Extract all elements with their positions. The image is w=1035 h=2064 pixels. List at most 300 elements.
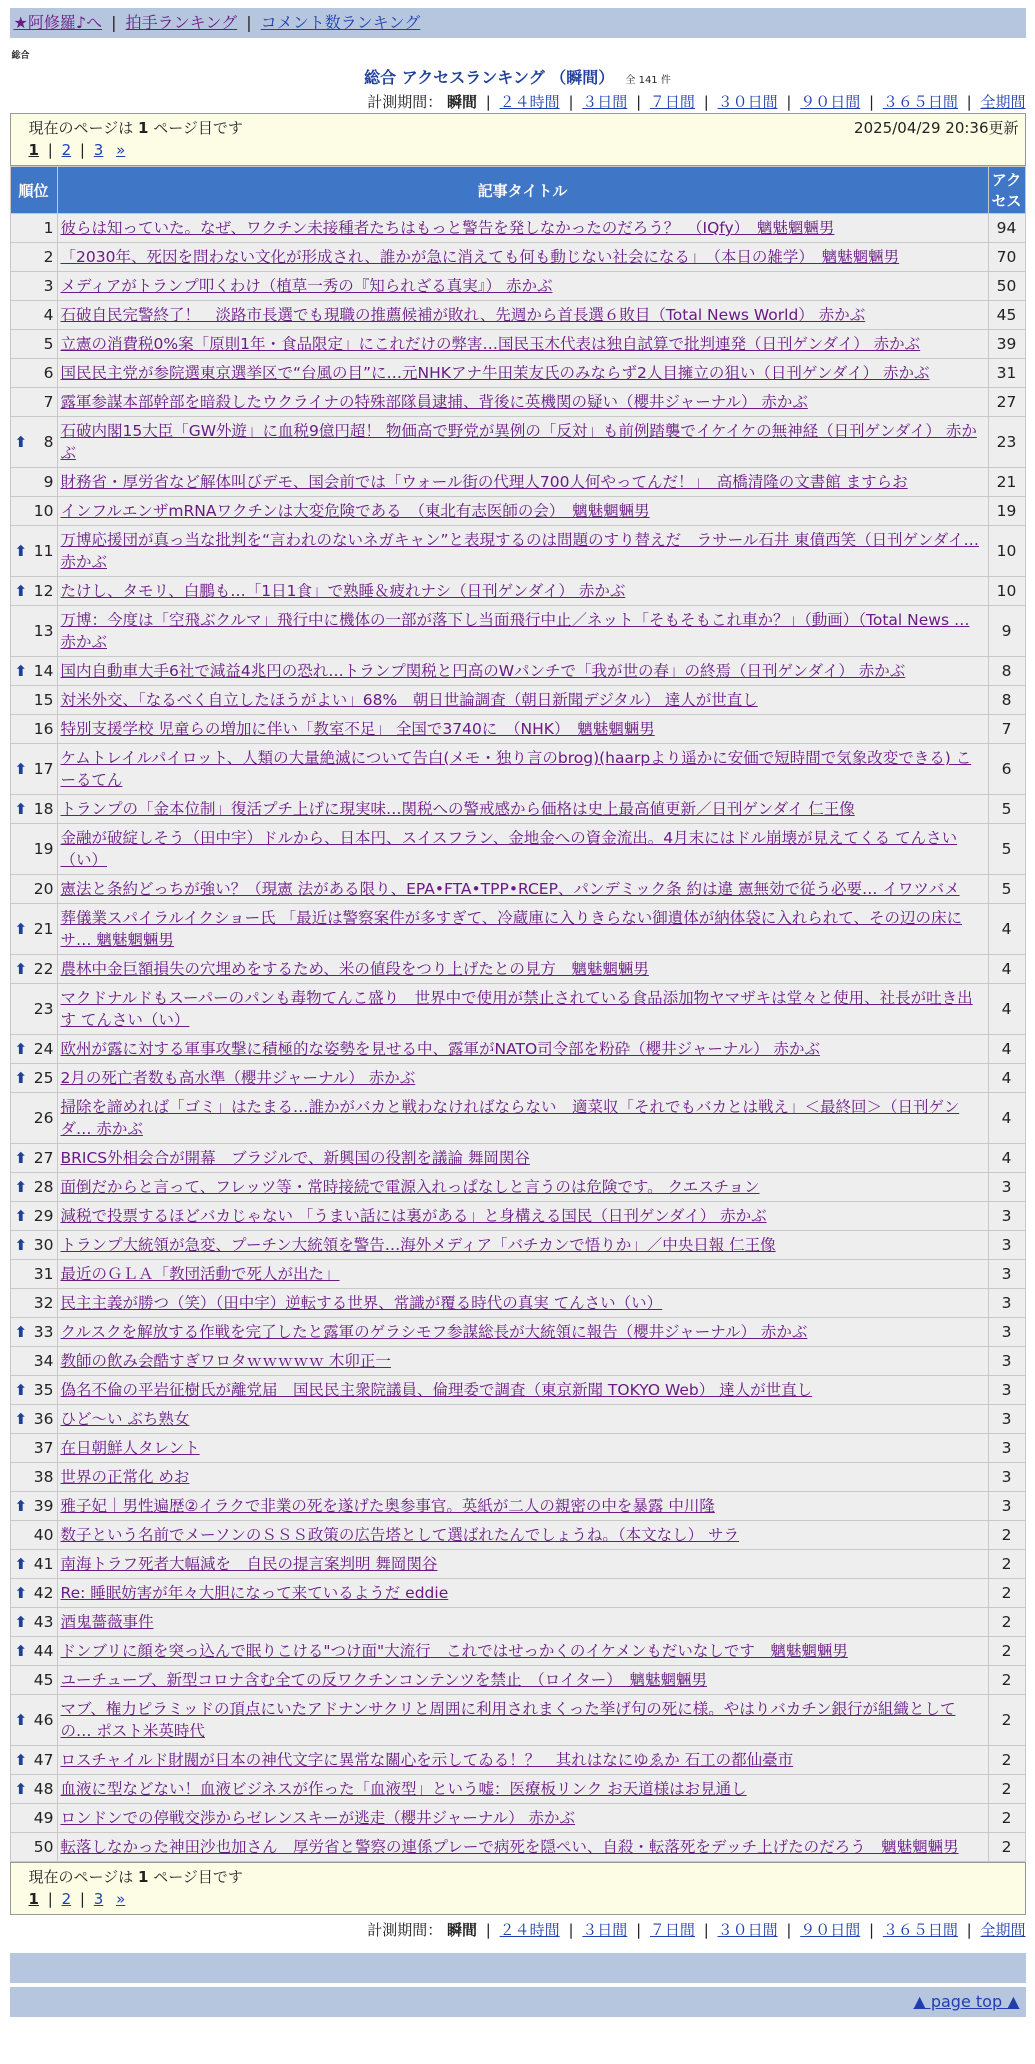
article-title-link[interactable]: ひど～い ぶち熟女	[60, 1410, 190, 1428]
rank-number: 38	[33, 1468, 54, 1486]
access-count: 50	[988, 272, 1025, 301]
article-title-link[interactable]: 欧州が露に対する軍事攻撃に積極的な姿勢を見せる中、露軍がNATO司令部を粉砕（櫻井ジャーナル） 赤かぶ	[60, 1040, 821, 1058]
title-cell	[57, 1093, 988, 1144]
access-count: 21	[988, 468, 1025, 497]
article-title-link[interactable]: 石破内閣15大臣「GW外遊」に血税9億円超！ 物価高で野党が異例の「反対」も前例踏襲でイケイケの無神経（日刊ゲンダイ） 赤かぶ	[60, 422, 977, 462]
rank-cell	[10, 744, 57, 795]
table-row	[10, 875, 1025, 904]
rank-cell	[10, 1746, 57, 1775]
period-selector-top	[10, 91, 1026, 113]
clap-ranking-link[interactable]: 拍手ランキング	[125, 13, 238, 32]
comment-ranking-link[interactable]: コメント数ランキング	[260, 13, 421, 32]
access-count: 2	[988, 1775, 1025, 1804]
access-count: 2	[988, 1521, 1025, 1550]
table-row	[10, 1289, 1025, 1318]
period-link-90d[interactable]: ９０日間	[800, 1921, 861, 1939]
access-count: 3	[988, 1173, 1025, 1202]
access-count: 10	[988, 577, 1025, 606]
title-cell	[57, 984, 988, 1035]
table-row	[10, 744, 1025, 795]
pager-suffix: ページ目です	[153, 119, 243, 137]
access-count: 2	[988, 1804, 1025, 1833]
pager-suffix: ページ目です	[153, 1868, 243, 1886]
rank-cell	[10, 1804, 57, 1833]
nav-separator: |	[246, 13, 252, 32]
access-count: 5	[988, 875, 1025, 904]
rank-number: 22	[33, 960, 54, 978]
title-cell	[57, 1804, 988, 1833]
article-title-link[interactable]: 露軍参謀本部幹部を暗殺したウクライナの特殊部隊員逮捕、背後に英機関の疑い（櫻井ジャーナル） 赤かぶ	[60, 393, 808, 411]
article-title-link[interactable]: 酒鬼薔薇事件	[60, 1613, 154, 1631]
article-title-link[interactable]: 面倒だからと言って、フレッツ等・常時接続で電源入れっぱなしと言うのは危険です。 クエスチョン	[60, 1178, 760, 1196]
table-row	[10, 1405, 1025, 1434]
article-title-link[interactable]: 最近のＧＬＡ「教団活動で死人が出た」	[60, 1265, 340, 1283]
page	[10, 8, 1026, 2017]
rank-cell	[10, 1550, 57, 1579]
article-title-link[interactable]: ロンドンでの停戦交渉からゼレンスキーが逃走（櫻井ジャーナル） 赤かぶ	[60, 1809, 575, 1827]
rank-number: 17	[33, 760, 54, 778]
rank-number: 26	[33, 1109, 54, 1127]
page-3-link[interactable]: 3	[93, 141, 104, 159]
table-row	[10, 243, 1025, 272]
rank-number: 36	[33, 1410, 54, 1428]
access-count: 45	[988, 301, 1025, 330]
rank-number: 24	[33, 1040, 54, 1058]
table-row	[10, 1231, 1025, 1260]
article-title-link[interactable]: 転落しなかった神田沙也加さん 厚労省と警察の連係プレーで病死を隠ぺい、自殺・転落死をデッチ上げたのだろう 魑魅魍魎男	[60, 1838, 959, 1856]
home-link[interactable]: ★阿修羅♪へ	[13, 13, 103, 32]
table-row	[10, 1035, 1025, 1064]
footer-bar	[10, 1953, 1026, 1983]
rank-cell	[10, 715, 57, 744]
article-title-link[interactable]: 石破自民完警終了！ 淡路市長選でも現職の推薦候補が敗れ、先週から首長選６敗目（Total News World） 赤かぶ	[60, 306, 866, 324]
rank-number: 2	[43, 248, 54, 266]
article-title-link[interactable]: 雅子妃｜男性遍歴②イラクで非業の死を遂げた奥参事官。英紙が二人の親密の中を暴露 中川隆	[60, 1497, 715, 1515]
period-separator: |	[485, 1921, 491, 1939]
rank-number: 28	[33, 1178, 54, 1196]
article-title-link[interactable]: 立憲の消費税0%案「原則1年・食品限定」にこれだけの弊害…国民玉木代表は独自試算で批判連発（日刊ゲンダイ） 赤かぶ	[60, 335, 921, 353]
table-row	[10, 1608, 1025, 1637]
period-link-7d[interactable]: ７日間	[649, 93, 695, 111]
rank-cell	[10, 577, 57, 606]
title-cell	[57, 1521, 988, 1550]
rank-cell	[10, 301, 57, 330]
rank-cell	[10, 1035, 57, 1064]
page-top-link[interactable]: ▲ page top ▲	[913, 1992, 1020, 2011]
period-separator: |	[485, 93, 491, 111]
article-title-link[interactable]: ケムトレイルパイロット、人類の大量絶滅について告白(メモ・独り言のbrog)(haarpより遥かに安価で短時間で気象改変できる) こーるてん	[60, 749, 972, 789]
access-count: 19	[988, 497, 1025, 526]
table-row	[10, 1376, 1025, 1405]
table-row	[10, 1637, 1025, 1666]
article-title-link[interactable]: ドンブリに顔を突っ込んで眠りこける"つけ面"大流行 これではせっかくのイケメンもだいなしです 魑魅魍魎男	[60, 1642, 848, 1660]
item-count: 全 141 件	[625, 75, 671, 86]
page-3-link[interactable]: 3	[93, 1890, 104, 1908]
pager-top	[10, 113, 1026, 166]
article-title-link[interactable]: 世界の正常化 めお	[60, 1468, 190, 1486]
pager-current-number: 1	[137, 1868, 149, 1886]
table-row	[10, 1666, 1025, 1695]
article-title-link[interactable]: 特別支援学校 児童らの増加に伴い「教室不足」 全国で3740に （NHK） 魑魅魍魎男	[60, 720, 655, 738]
rank-cell	[10, 214, 57, 243]
table-row	[10, 1746, 1025, 1775]
rank-number: 3	[43, 277, 54, 295]
article-title-link[interactable]: 減税で投票するほどバカじゃない 「うまい話には裏がある」と身構える国民（日刊ゲンダイ） 赤かぶ	[60, 1207, 767, 1225]
period-separator: |	[869, 93, 875, 111]
period-link-7d[interactable]: ７日間	[649, 1921, 695, 1939]
rank-number: 47	[33, 1751, 54, 1769]
article-title-link[interactable]: 万博応援団が真っ当な批判を“言われのないネガキャン”と表現するのは問題のすり替えだ ラサール石井 東僨西笑（日刊ゲンダイ… 赤かぶ	[60, 531, 979, 571]
rank-number: 32	[33, 1294, 54, 1312]
period-separator: |	[568, 1921, 574, 1939]
rank-number: 7	[43, 393, 54, 411]
article-title-link[interactable]: インフルエンザmRNAワクチンは大変危険である （東北有志医師の会） 魑魅魍魎男	[60, 502, 650, 520]
table-row	[10, 359, 1025, 388]
rank-cell	[10, 1347, 57, 1376]
article-title-link[interactable]: 農林中金巨額損失の穴埋めをするため、米の値段をつり上げたとの見方 魑魅魍魎男	[60, 960, 649, 978]
article-title-link[interactable]: 民主主義が勝つ（笑）（田中宇）逆転する世界、常識が覆る時代の真実 てんさい（い）	[60, 1294, 663, 1312]
rank-up-arrow-icon: ⬆	[14, 1323, 28, 1341]
table-row	[10, 686, 1025, 715]
table-row	[10, 468, 1025, 497]
title-cell	[57, 468, 988, 497]
article-title-link[interactable]: 彼らは知っていた。なぜ、ワクチン未接種者たちはもっと警告を発しなかったのだろう？ （IQfy） 魑魅魍魎男	[60, 219, 835, 237]
table-row	[10, 1775, 1025, 1804]
title-cell	[57, 214, 988, 243]
table-row	[10, 1833, 1025, 1862]
rank-cell	[10, 468, 57, 497]
rank-number: 23	[33, 1000, 54, 1018]
rank-cell	[10, 1833, 57, 1862]
title-cell	[57, 1608, 988, 1637]
access-count: 94	[988, 214, 1025, 243]
table-row	[10, 417, 1025, 468]
table-row	[10, 1521, 1025, 1550]
rank-number: 31	[33, 1265, 54, 1283]
title-cell	[57, 1463, 988, 1492]
article-title-link[interactable]: トランプの「金本位制」復活プチ上げに現実味…関税への警戒感から価格は史上最高値更新／日刊ゲンダイ 仁王像	[60, 800, 855, 818]
article-title-link[interactable]: トランプ大統領が急変、プーチン大統領を警告…海外メディア「バチカンで悟りか」／中央日報 仁王像	[60, 1236, 776, 1254]
next-page-link[interactable]: »	[116, 1890, 126, 1908]
access-count: 3	[988, 1347, 1025, 1376]
access-count: 3	[988, 1434, 1025, 1463]
article-title-link[interactable]: 掃除を諦めれば「ゴミ」はたまる…誰かがバカと戦わなければならない 適菜収「それでもバカとは戦え」＜最終回＞（日刊ゲンダ… 赤かぶ	[60, 1098, 960, 1138]
table-row	[10, 272, 1025, 301]
rank-number: 21	[33, 920, 54, 938]
rank-number: 37	[33, 1439, 54, 1457]
rank-number: 43	[33, 1613, 54, 1631]
article-title-link[interactable]: 葬儀業スパイラルイクショー氏 「最近は警察案件が多すぎて、冷蔵庫に入りきらない御遺体が納体袋に入れられて、その辺の床にサ… 魑魅魍魎男	[60, 909, 962, 949]
access-count: 8	[988, 686, 1025, 715]
rank-number: 8	[43, 433, 54, 451]
article-title-link[interactable]: BRICS外相会合が開幕 ブラジルで、新興国の役割を議論 舞岡関谷	[60, 1149, 530, 1167]
access-count: 6	[988, 744, 1025, 795]
period-link-365d[interactable]: ３６５日間	[882, 1921, 958, 1939]
access-count: 7	[988, 715, 1025, 744]
pager-separator: |	[47, 141, 53, 159]
rank-number: 15	[33, 691, 54, 709]
access-count: 2	[988, 1746, 1025, 1775]
access-count: 2	[988, 1550, 1025, 1579]
rank-cell	[10, 875, 57, 904]
article-title-link[interactable]: 教師の飲み会酷すぎワロタｗｗｗｗｗ 木卯正一	[60, 1352, 391, 1370]
title-cell	[57, 577, 988, 606]
table-row	[10, 824, 1025, 875]
table-row	[10, 330, 1025, 359]
access-count: 2	[988, 1608, 1025, 1637]
table-row	[10, 984, 1025, 1035]
article-title-link[interactable]: 南海トラフ死者大幅減を 自民の提言案判明 舞岡関谷	[60, 1555, 438, 1573]
period-separator: |	[568, 93, 574, 111]
access-count: 4	[988, 1035, 1025, 1064]
period-link-24h[interactable]: ２４時間	[499, 93, 560, 111]
period-link-24h[interactable]: ２４時間	[499, 1921, 560, 1939]
rank-number: 10	[33, 502, 54, 520]
rank-cell	[10, 657, 57, 686]
period-selector-bottom	[10, 1919, 1026, 1941]
article-title-link[interactable]: Re: 睡眠妨害が年々大胆になって来ているようだ eddie	[60, 1584, 449, 1602]
title-cell	[57, 1035, 988, 1064]
rank-cell	[10, 1637, 57, 1666]
article-title-link[interactable]: クルスクを解放する作戦を完了したと露軍のゲラシモフ参謀総長が大統領に報告（櫻井ジャーナル） 赤かぶ	[60, 1323, 808, 1341]
pager-current-number: 1	[137, 119, 149, 137]
table-row	[10, 214, 1025, 243]
article-title-link[interactable]: 万博：今度は「空飛ぶクルマ」飛行中に機体の一部が落下し当面飛行中止／ネット「そもそもこれ車か？」（動画）（Total News … 赤かぶ	[60, 611, 970, 651]
top-nav-bar	[10, 8, 1026, 38]
ranking-body	[10, 214, 1025, 1862]
table-row	[10, 1064, 1025, 1093]
title-cell	[57, 1746, 988, 1775]
rank-number: 4	[43, 306, 54, 324]
pagination	[29, 1888, 1019, 1910]
rank-up-arrow-icon: ⬆	[14, 760, 28, 778]
title-cell	[57, 606, 988, 657]
current-page-text	[29, 1866, 243, 1888]
rank-cell	[10, 1695, 57, 1746]
access-count: 39	[988, 330, 1025, 359]
table-row	[10, 1093, 1025, 1144]
rank-cell	[10, 955, 57, 984]
article-title-link[interactable]: 金融が破綻しそう（田中宇）ドルから、日本円、スイスフラン、金地金への資金流出。4月末にはドル崩壊が見えてくる てんさい（い）	[60, 829, 958, 869]
rank-number: 18	[33, 800, 54, 818]
period-link-365d[interactable]: ３６５日間	[882, 93, 958, 111]
period-link-all[interactable]: 全期間	[980, 93, 1026, 111]
access-count: 3	[988, 1260, 1025, 1289]
period-current: 瞬間	[447, 93, 478, 111]
col-access-header: アクセス	[988, 167, 1025, 214]
title-cell	[57, 388, 988, 417]
nav-separator: |	[111, 13, 117, 32]
rank-cell	[10, 1666, 57, 1695]
access-count: 3	[988, 1463, 1025, 1492]
rank-up-arrow-icon: ⬆	[14, 1613, 28, 1631]
rank-number: 40	[33, 1526, 54, 1544]
period-link-30d[interactable]: ３０日間	[717, 93, 778, 111]
rank-cell	[10, 1260, 57, 1289]
title-cell	[57, 1202, 988, 1231]
article-title-link[interactable]: マブ、権力ピラミッドの頂点にいたアドナンサクリと周囲に利用されまくった挙げ句の死に様。やはりバカチン銀行が組織としての… ポスト米英時代	[60, 1700, 956, 1740]
category-label: 総合	[11, 51, 30, 61]
access-count: 4	[988, 1093, 1025, 1144]
table-row	[10, 1260, 1025, 1289]
rank-up-arrow-icon: ⬆	[14, 433, 28, 451]
pager-bottom	[10, 1862, 1026, 1915]
article-title-link[interactable]: 2月の死亡者数も高水準（櫻井ジャーナル） 赤かぶ	[60, 1069, 416, 1087]
table-row	[10, 1492, 1025, 1521]
table-header-row	[10, 167, 1025, 214]
access-count: 8	[988, 657, 1025, 686]
access-count: 3	[988, 1405, 1025, 1434]
period-separator: |	[966, 93, 972, 111]
rank-number: 13	[33, 622, 54, 640]
rank-up-arrow-icon: ⬆	[14, 1236, 28, 1254]
rank-up-arrow-icon: ⬆	[14, 1149, 28, 1167]
title-cell	[57, 1637, 988, 1666]
rank-cell	[10, 984, 57, 1035]
period-separator: |	[703, 93, 709, 111]
access-count: 3	[988, 1231, 1025, 1260]
article-title-link[interactable]: 対米外交、「なるべく自立したほうがよい」68% 朝日世論調査（朝日新聞デジタル） 達人が世直し	[60, 691, 758, 709]
next-page-link[interactable]: »	[116, 141, 126, 159]
access-count: 4	[988, 984, 1025, 1035]
article-title-link[interactable]: 財務省・厚労省など解体叫びデモ、国会前では「ウォール街の代理人700人何やってんだ！」 高橋清隆の文書館 ますらお	[60, 473, 908, 491]
table-row	[10, 715, 1025, 744]
table-row	[10, 955, 1025, 984]
rank-number: 34	[33, 1352, 54, 1370]
rank-number: 6	[43, 364, 54, 382]
rank-up-arrow-icon: ⬆	[14, 1497, 28, 1515]
title-cell	[57, 1492, 988, 1521]
access-count: 3	[988, 1289, 1025, 1318]
table-row	[10, 1144, 1025, 1173]
article-title-link[interactable]: 在日朝鮮人タレント	[60, 1439, 200, 1457]
rank-cell	[10, 1064, 57, 1093]
table-row	[10, 1804, 1025, 1833]
rank-number: 27	[33, 1149, 54, 1167]
title-cell	[57, 1064, 988, 1093]
rank-up-arrow-icon: ⬆	[14, 1410, 28, 1428]
period-separator: |	[703, 1921, 709, 1939]
rank-cell	[10, 330, 57, 359]
article-title-link[interactable]: ロスチャイルド財閥が日本の神代文字に異常な關心を示してゐる！？ 其れはなにゆゑか 石工の都仙臺市	[60, 1751, 794, 1769]
rank-cell	[10, 1521, 57, 1550]
rank-cell	[10, 1231, 57, 1260]
rank-cell	[10, 1492, 57, 1521]
rank-number: 44	[33, 1642, 54, 1660]
rank-up-arrow-icon: ⬆	[14, 582, 28, 600]
article-title-link[interactable]: マクドナルドもスーパーのパンも毒物てんこ盛り 世界中で使用が禁止されている食品添加物ヤマザキは堂々と使用、社長が吐き出す てんさい（い）	[60, 989, 973, 1029]
rank-cell	[10, 359, 57, 388]
rank-cell	[10, 795, 57, 824]
rank-up-arrow-icon: ⬆	[14, 1751, 28, 1769]
title-cell	[57, 1434, 988, 1463]
access-count: 10	[988, 526, 1025, 577]
article-title-link[interactable]: たけし、タモリ、白鵬も…「1日1食」で熟睡＆疲れナシ（日刊ゲンダイ） 赤かぶ	[60, 582, 626, 600]
table-row	[10, 497, 1025, 526]
period-link-3d[interactable]: ３日間	[582, 1921, 628, 1939]
rank-up-arrow-icon: ⬆	[14, 1040, 28, 1058]
rank-cell	[10, 388, 57, 417]
rank-cell	[10, 1376, 57, 1405]
rank-up-arrow-icon: ⬆	[14, 960, 28, 978]
rank-cell	[10, 1318, 57, 1347]
rank-up-arrow-icon: ⬆	[14, 920, 28, 938]
access-count: 4	[988, 904, 1025, 955]
access-count: 3	[988, 1202, 1025, 1231]
current-page-text	[29, 117, 243, 139]
page-2-link[interactable]: 2	[61, 141, 72, 159]
period-label: 計測期間：	[367, 1921, 443, 1939]
title-cell	[57, 955, 988, 984]
article-title-link[interactable]: 偽名不倫の平岩征樹氏が離党届 国民民主衆院議員、倫理委で調査（東京新聞 TOKYO Web） 達人が世直し	[60, 1381, 813, 1399]
rank-cell	[10, 1463, 57, 1492]
rank-cell	[10, 1579, 57, 1608]
period-separator: |	[786, 1921, 792, 1939]
pager-prefix: 現在のページは	[28, 1868, 134, 1886]
article-title-link[interactable]: 憲法と条約どっちが強い？（現憲 法がある限り、EPA•FTA•TPP•RCEP、パンデミック条 約は違 憲無効で従う必要… イワツバメ	[60, 880, 960, 898]
access-count: 31	[988, 359, 1025, 388]
ranking-header	[10, 67, 1026, 89]
rank-cell	[10, 526, 57, 577]
article-title-link[interactable]: 血液に型などない！血液ビジネスが作った「血液型」という嘘：医療板リンク お天道様はお見通し	[60, 1780, 747, 1798]
rank-number: 48	[33, 1780, 54, 1798]
period-separator: |	[636, 1921, 642, 1939]
access-count: 70	[988, 243, 1025, 272]
rank-number: 14	[33, 662, 54, 680]
title-cell	[57, 1666, 988, 1695]
article-title-link[interactable]: 国民民主党が参院選東京選挙区で“台風の目”に…元NHKアナ牛田茉友氏のみならず2人目擁立の狙い（日刊ゲンダイ） 赤かぶ	[60, 364, 930, 382]
rank-number: 5	[43, 335, 54, 353]
access-count: 3	[988, 1376, 1025, 1405]
title-cell	[57, 1231, 988, 1260]
pager-separator: |	[79, 141, 85, 159]
table-row	[10, 577, 1025, 606]
period-link-90d[interactable]: ９０日間	[800, 93, 861, 111]
title-cell	[57, 1144, 988, 1173]
title-cell	[57, 686, 988, 715]
rank-cell	[10, 1775, 57, 1804]
access-count: 2	[988, 1695, 1025, 1746]
article-title-link[interactable]: 「2030年、死因を問わない文化が形成され、誰かが急に消えても何も動じない社会になる」 （本日の雑学） 魑魅魍魎男	[60, 248, 900, 266]
rank-cell	[10, 904, 57, 955]
rank-cell	[10, 272, 57, 301]
period-link-3d[interactable]: ３日間	[582, 93, 628, 111]
access-count: 4	[988, 1144, 1025, 1173]
title-cell	[57, 1695, 988, 1746]
rank-number: 41	[33, 1555, 54, 1573]
article-title-link[interactable]: 国内自動車大手6社で減益4兆円の恐れ…トランプ関税と円高のWパンチで「我が世の春」の終焉（日刊ゲンダイ） 赤かぶ	[60, 662, 906, 680]
page-title: 総合 アクセスランキング （瞬間）	[364, 68, 615, 87]
rank-number: 49	[33, 1809, 54, 1827]
title-cell	[57, 526, 988, 577]
rank-number: 11	[33, 542, 54, 560]
col-title-header: 記事タイトル	[57, 167, 988, 214]
page-2-link[interactable]: 2	[61, 1890, 72, 1908]
rank-number: 19	[33, 840, 54, 858]
ranking-table	[10, 166, 1026, 1862]
period-link-all[interactable]: 全期間	[980, 1921, 1026, 1939]
article-title-link[interactable]: メディアがトランプ叩くわけ（植草一秀の『知られざる真実』） 赤かぶ	[60, 277, 553, 295]
article-title-link[interactable]: 数子という名前でメーソンのＳＳＳ政策の広告塔として選ばれたんでしょうね。（本文なし） サラ	[60, 1526, 740, 1544]
article-title-link[interactable]: ユーチューブ、新型コロナ含む全ての反ワクチンコンテンツを禁止 （ロイター） 魑魅魍魎男	[60, 1671, 708, 1689]
access-count: 3	[988, 1318, 1025, 1347]
access-count: 9	[988, 606, 1025, 657]
table-row	[10, 657, 1025, 686]
period-link-30d[interactable]: ３０日間	[717, 1921, 778, 1939]
title-cell	[57, 417, 988, 468]
rank-cell	[10, 1173, 57, 1202]
access-count: 5	[988, 824, 1025, 875]
